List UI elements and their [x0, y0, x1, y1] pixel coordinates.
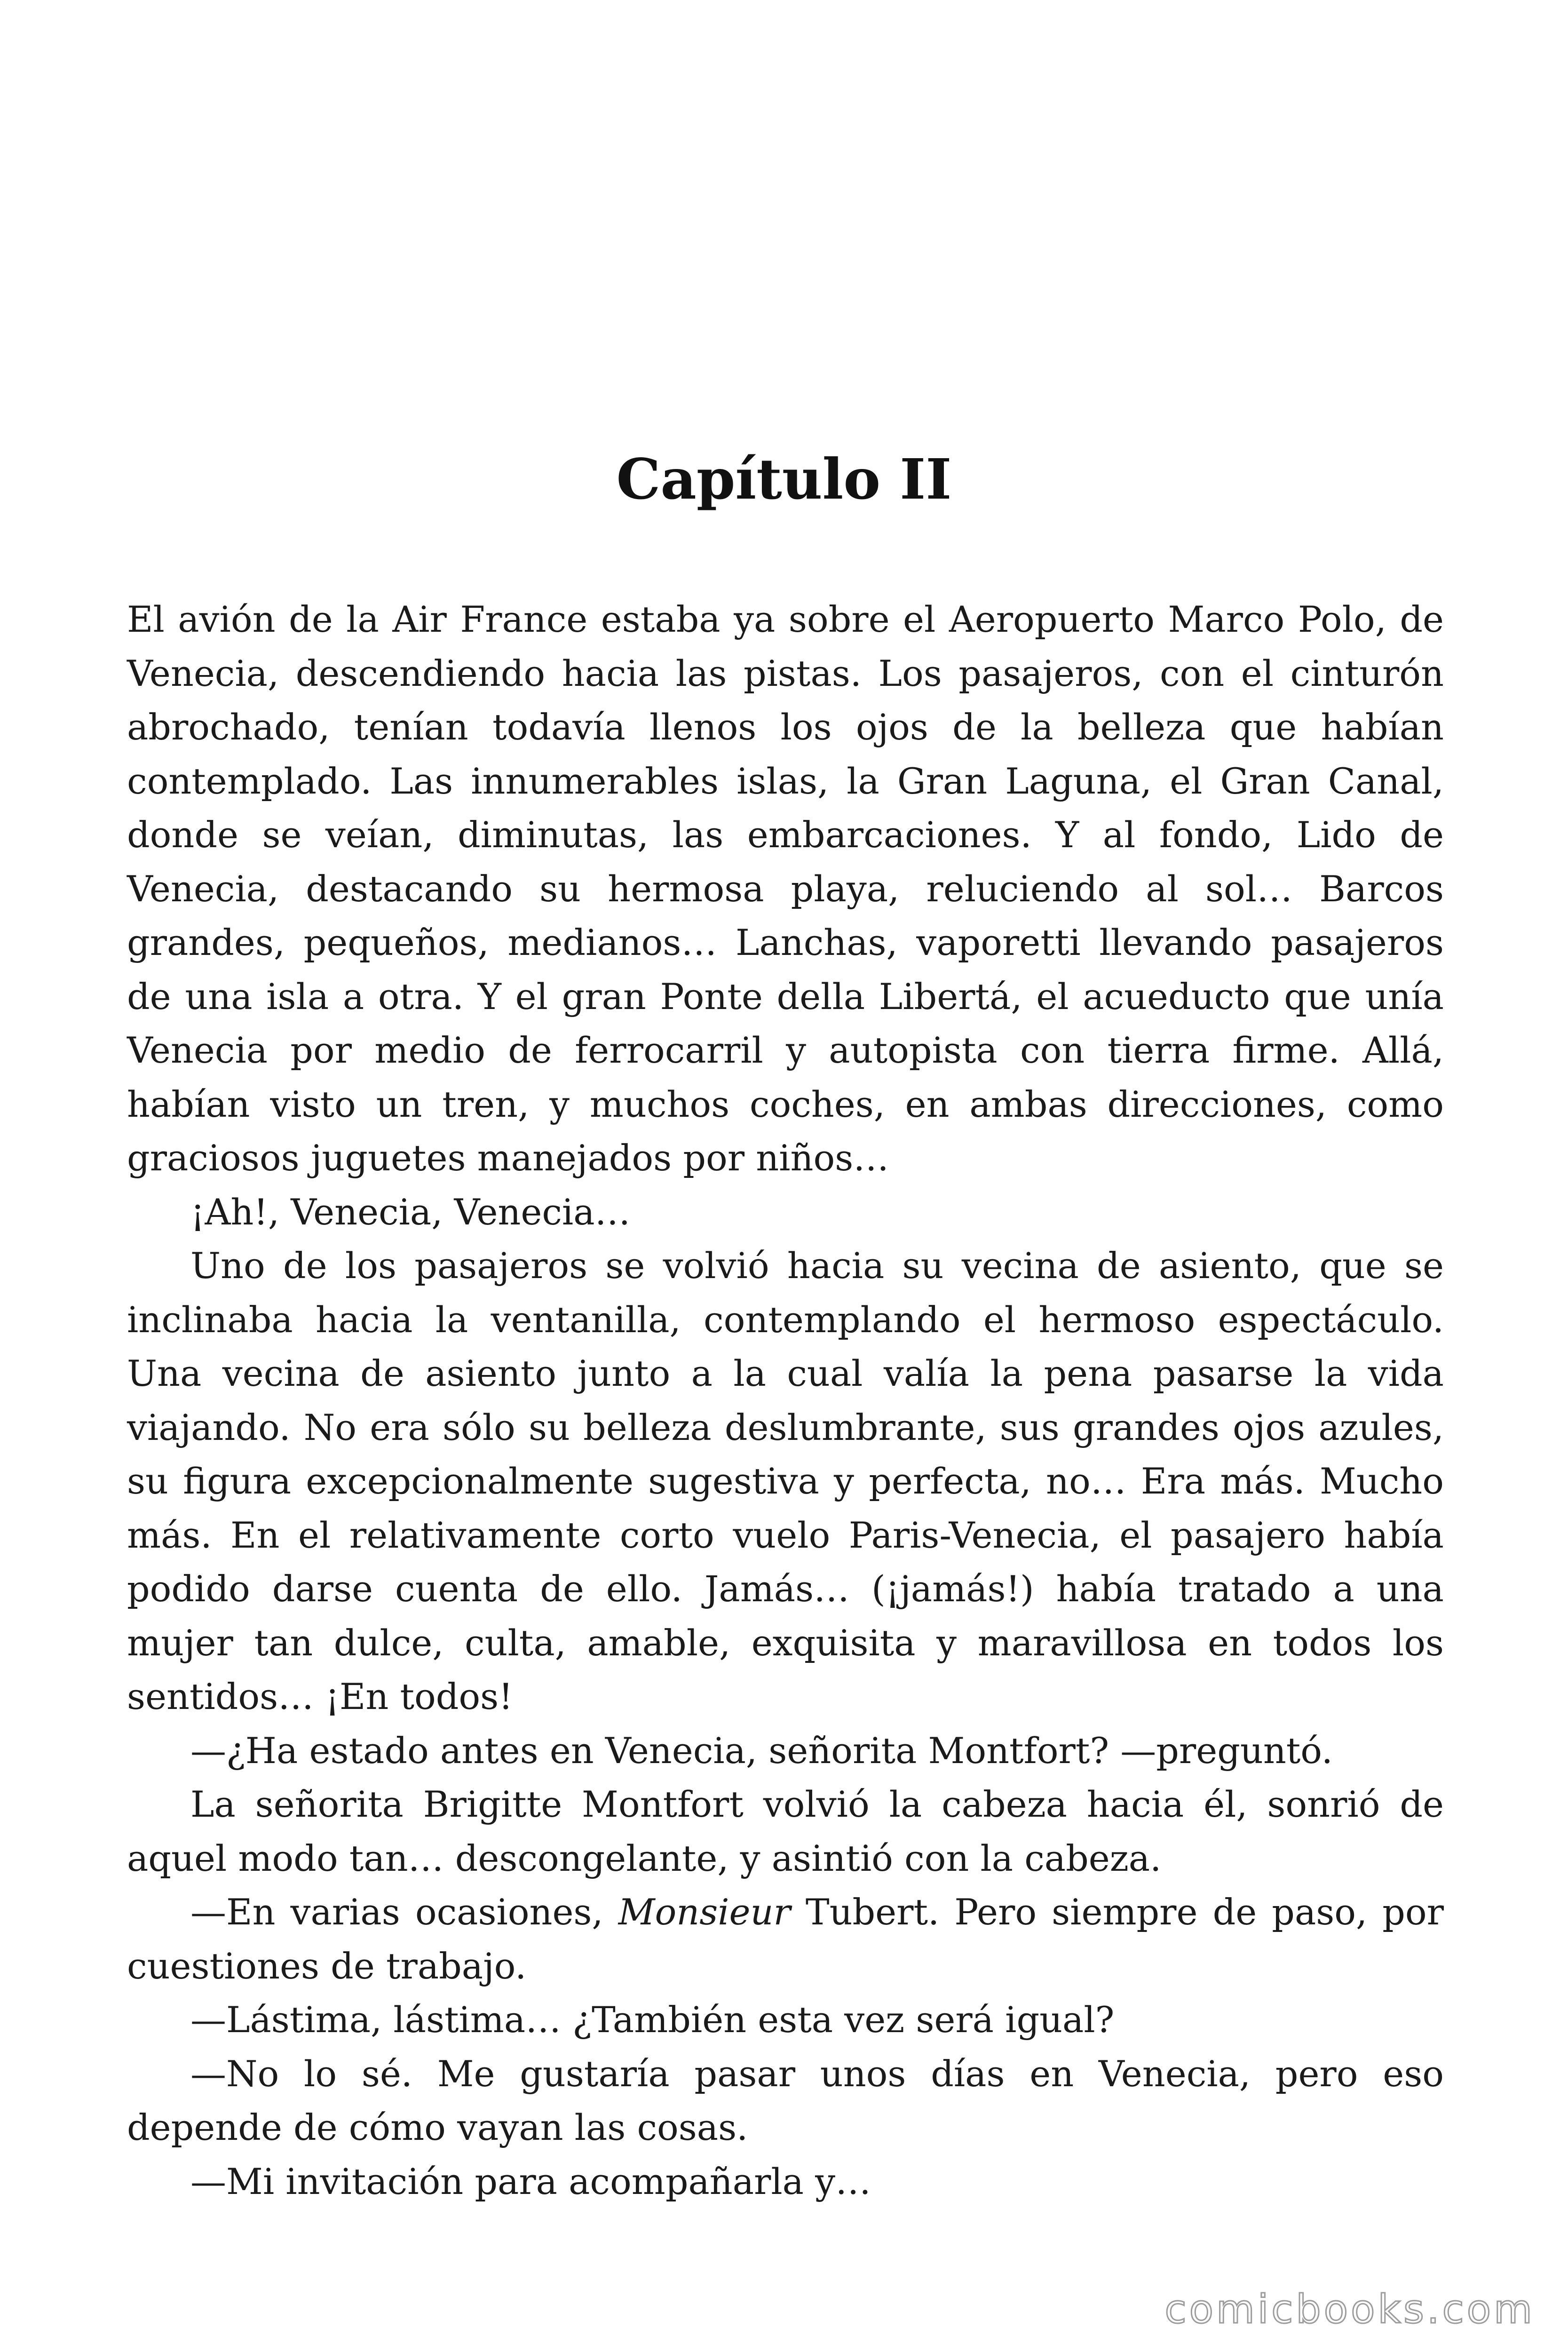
paragraph	[127, 1778, 1444, 1885]
paragraph	[127, 1993, 1444, 2047]
paragraph-text: —¿Ha estado antes en Venecia, señorita Montfort? —preguntó.	[190, 1729, 1333, 1772]
paragraph	[127, 2155, 1444, 2209]
paragraph-text: —En varias ocasiones,	[190, 1891, 618, 1933]
body-text	[127, 593, 1444, 2209]
paragraph-text: Tubert. Pero siempre de paso, por cuestiones de trabajo.	[127, 1891, 1444, 1987]
italic-text: Monsieur	[618, 1891, 791, 1933]
paragraph-text: —Lástima, lástima… ¿También esta vez será igual?	[190, 1999, 1115, 2041]
paragraph	[127, 1185, 1444, 1240]
watermark: comicbooks.com	[1164, 2286, 1535, 2332]
paragraph	[127, 1724, 1444, 1778]
paragraph	[127, 593, 1444, 1185]
paragraph-text: ¡Ah!, Venecia, Venecia…	[190, 1191, 631, 1233]
paragraph-text: El avión de la Air France estaba ya sobre el Aeropuerto Marco Polo, de Venecia, descendiendo hacia las pistas. Los pasajeros, con el cinturón abrochado, tenían todavía llenos los ojos de la belleza que habían contemplado. Las innumerables islas, la Gran Laguna, el Gran Canal, donde se veían, diminutas, las embarcaciones. Y al fondo, Lido de Venecia, destacando su hermosa playa, reluciendo al sol… Barcos grandes, pequeños, medianos… Lanchas, vaporetti llevando pasajeros de una isla a otra. Y el gran Ponte della Libertá, el acueducto que unía Venecia por medio de ferrocarril y autopista con tierra firme. Allá, habían visto un tren, y muchos coches, en ambas direcciones, como graciosos juguetes manejados por niños…	[127, 598, 1444, 1179]
paragraph	[127, 2047, 1444, 2155]
paragraph-text: Uno de los pasajeros se volvió hacia su vecina de asiento, que se inclinaba hacia la ventanilla, contemplando el hermoso espectáculo. Una vecina de asiento junto a la cual valía la pena pasarse la vida viajando. No era sólo su belleza deslumbrante, sus grandes ojos azules, su figura excepcionalmente sugestiva y perfecta, no… Era más. Mucho más. En el relativamente corto vuelo Paris-Venecia, el pasajero había podido darse cuenta de ello. Jamás… (¡jamás!) había tratado a una mujer tan dulce, culta, amable, exquisita y maravillosa en todos los sentidos… ¡En todos!	[127, 1245, 1444, 1717]
paragraph-text: La señorita Brigitte Montfort volvió la cabeza hacia él, sonrió de aquel modo tan… descongelante, y asintió con la cabeza.	[127, 1783, 1444, 1879]
paragraph	[127, 1239, 1444, 1724]
paragraph	[127, 1885, 1444, 1993]
paragraph-text: —No lo sé. Me gustaría pasar unos días en Venecia, pero eso depende de cómo vayan las cosas.	[127, 2052, 1444, 2148]
paragraph-text: —Mi invitación para acompañarla y…	[190, 2160, 871, 2202]
chapter-title: Capítulo II	[616, 446, 952, 512]
